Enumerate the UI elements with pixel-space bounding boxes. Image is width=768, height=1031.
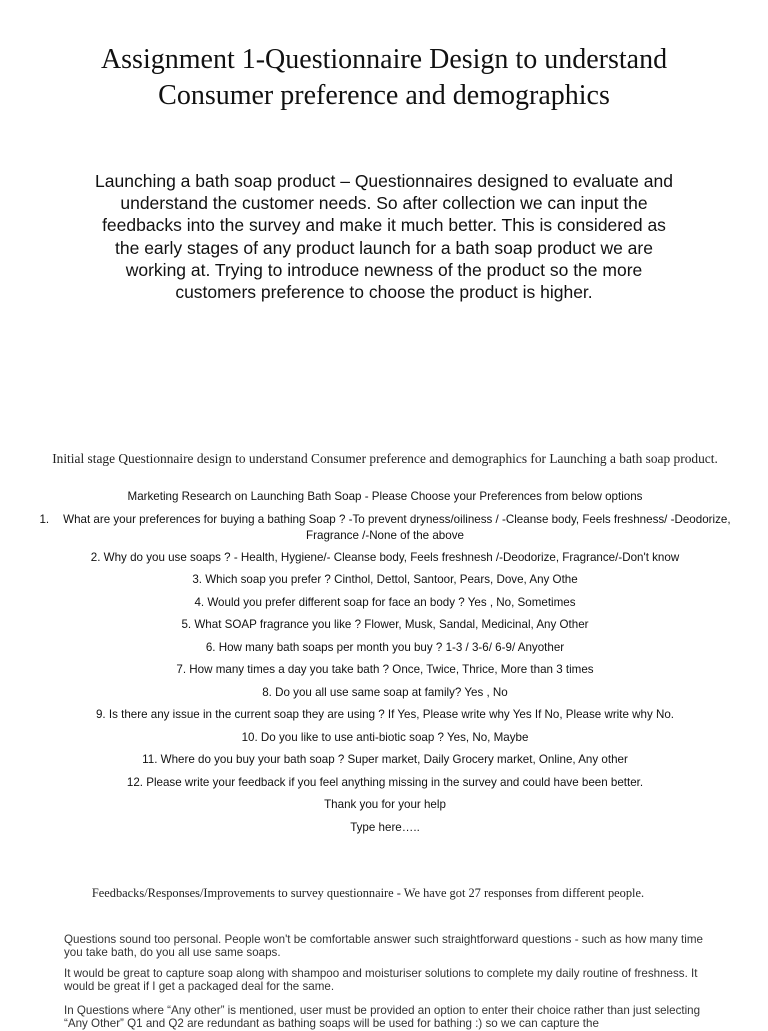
question-9: 9. Is there any issue in the current soap they are using ? If Yes, Please write why Yes If No, Please write why No. bbox=[95, 708, 675, 721]
question-1-number: 1. bbox=[39, 512, 50, 526]
question-3: 3. Which soap you prefer ? Cinthol, Dettol, Santoor, Pears, Dove, Any Othe bbox=[192, 573, 578, 586]
question-11: 11. Where do you buy your bath soap ? Super market, Daily Grocery market, Online, Any other bbox=[142, 753, 628, 766]
document-title: Assignment 1-Questionnaire Design to understand Consumer preference and demographics bbox=[100, 44, 668, 111]
survey-questionnaire bbox=[30, 489, 740, 842]
question-7: 7. How many times a day you take bath ? Once, Twice, Thrice, More than 3 times bbox=[176, 663, 594, 676]
feedback-heading: Feedbacks/Responses/Improvements to survey questionnaire - We have got 27 responses from different people. bbox=[91, 886, 645, 900]
question-1 bbox=[30, 512, 740, 544]
feedback-item: In Questions where “Any other” is mentioned, user must be provided an option to enter their choice rather than just selecting “Any Other” Q1 and Q2 are redundant as bathing soaps will be used for bathing :) so we can capture the bbox=[64, 1004, 701, 1031]
question-1-text: What are your preferences for buying a bathing Soap ? -To prevent dryness/oiliness / -Cleanse body, Feels freshness/ -Deodorize, Fragrance /-None of the above bbox=[63, 512, 731, 542]
intro-paragraph: Launching a bath soap product – Questionnaires designed to evaluate and understand the customer needs. So after collection we can input the feedbacks into the survey and make it much better. This is considered as the early stages of any product launch for a bath soap product we are working at. Trying to introduce newness of the product so the more customers preference to choose the product is higher. bbox=[95, 171, 673, 303]
type-here-placeholder: Type here….. bbox=[350, 820, 420, 834]
question-12: 12. Please write your feedback if you feel anything missing in the survey and could have been better. bbox=[126, 775, 644, 789]
question-4: 4. Would you prefer different soap for face an body ? Yes , No, Sometimes bbox=[194, 595, 576, 609]
question-8: 8. Do you all use same soap at family? Yes , No bbox=[262, 685, 508, 699]
questionnaire-caption: Initial stage Questionnaire design to understand Consumer preference and demographics for Launching a bath soap product. bbox=[52, 451, 718, 466]
feedback-item: It would be great to capture soap along with shampoo and moisturiser solutions to complete my daily routine of freshness. It would be great if I get a packaged deal for the same. bbox=[64, 967, 698, 994]
feedback-item: Questions sound too personal. People won't be comfortable answer such straightforward questions - such as how many time you take bath, do you all use same soaps. bbox=[64, 933, 703, 960]
survey-heading: Marketing Research on Launching Bath Soap - Please Choose your Preferences from below options bbox=[127, 490, 643, 503]
question-5: 5. What SOAP fragrance you like ? Flower, Musk, Sandal, Medicinal, Any Other bbox=[181, 618, 589, 631]
thank-you-text: Thank you for your help bbox=[324, 798, 446, 811]
question-2: 2. Why do you use soaps ? - Health, Hygiene/- Cleanse body, Feels freshnesh /-Deodorize, Fragrance/-Don't know bbox=[90, 550, 680, 564]
question-6: 6. How many bath soaps per month you buy ? 1-3 / 3-6/ 6-9/ Anyother bbox=[205, 640, 565, 654]
question-10: 10. Do you like to use anti-biotic soap ? Yes, No, Maybe bbox=[241, 730, 529, 744]
